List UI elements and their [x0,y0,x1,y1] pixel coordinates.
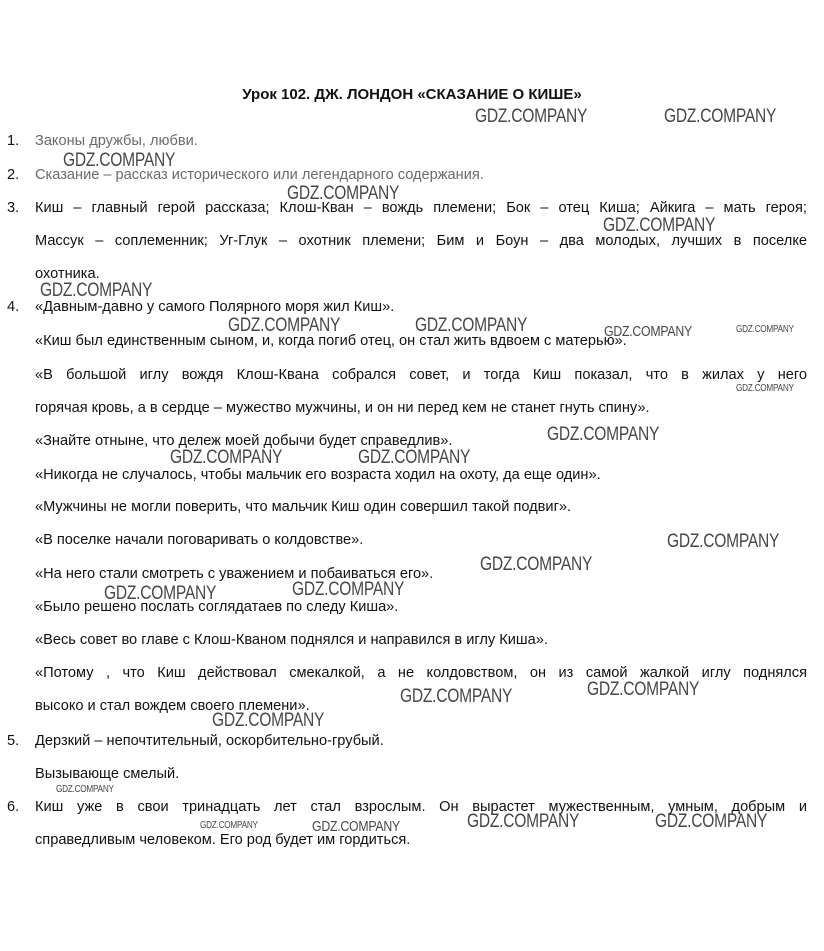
answer-line: «Знайте отныне, что дележ моей добычи будет справедлив». [35,433,453,449]
watermark: GDZ.COMPANY [104,583,217,604]
watermark: GDZ.COMPANY [736,324,794,335]
answer-line: охотника. [35,266,100,282]
answer-number: 4. [7,299,20,315]
answer-line: «Давным-давно у самого Полярного моря жил Киш». [35,299,395,315]
answer-line: горячая кровь, а в сердце – мужество мужчины, и он ни перед кем не станет гнуть спину». [35,400,650,416]
watermark: GDZ.COMPANY [312,818,400,835]
watermark: GDZ.COMPANY [287,183,400,204]
watermark: GDZ.COMPANY [63,150,176,171]
answer-number: 1. [7,133,20,149]
answer-line: «Киш был единственным сыном, и, когда погиб отец, он стал жить вдвоем с матерью». [35,333,627,349]
watermark: GDZ.COMPANY [664,106,777,127]
watermark: GDZ.COMPANY [358,447,471,468]
answer-line: «В большой иглу вождя Клош-Квана собрался совет, и тогда Киш показал, что в жилах у него [35,367,807,383]
answer-line: «Никогда не случалось, чтобы мальчик его возраста ходил на охоту, да еще один». [35,467,601,483]
watermark: GDZ.COMPANY [415,315,528,336]
answer-line: «В поселке начали поговаривать о колдовстве». [35,532,364,548]
answer-line: Массук – соплеменник; Уг-Глук – охотник племени; Бим и Боун – два молодых, лучших в поселке [35,233,807,249]
answer-line: «На него стали смотреть с уважением и побаиваться его». [35,566,434,582]
answer-line: Дерзкий – непочтительный, оскорбительно-грубый. [35,733,384,749]
answer-line: Сказание – рассказ исторического или легендарного содержания. [35,167,484,183]
watermark: GDZ.COMPANY [40,280,153,301]
watermark: GDZ.COMPANY [480,554,593,575]
watermark: GDZ.COMPANY [547,424,660,445]
watermark: GDZ.COMPANY [604,323,692,340]
answer-line: справедливым человеком. Его род будет им гордиться. [35,832,411,848]
answer-line: «Весь совет во главе с Клош-Кваном поднялся и направился в иглу Киша». [35,632,548,648]
answer-line: «Потому , что Киш действовал смекалкой, а не колдовством, он из самой жалкой иглу поднялся [35,665,807,681]
watermark: GDZ.COMPANY [400,686,513,707]
watermark: GDZ.COMPANY [587,679,700,700]
watermark: GDZ.COMPANY [170,447,283,468]
answer-line: Вызывающе смелый. [35,766,180,782]
answer-line: Законы дружбы, любви. [35,133,198,149]
answer-line: «Мужчины не могли поверить, что мальчик Киш один совершил такой подвиг». [35,499,572,515]
watermark: GDZ.COMPANY [736,383,794,394]
answer-line: высоко и стал вождем своего племени». [35,698,310,714]
watermark: GDZ.COMPANY [655,811,768,832]
answer-line: «Было решено послать соглядатаев по следу Киша». [35,599,399,615]
answer-number: 5. [7,733,20,749]
watermark: GDZ.COMPANY [467,811,580,832]
watermark: GDZ.COMPANY [603,215,716,236]
watermark: GDZ.COMPANY [212,710,325,731]
watermark: GDZ.COMPANY [475,106,588,127]
watermark: GDZ.COMPANY [667,531,780,552]
page-title: Урок 102. ДЖ. ЛОНДОН «СКАЗАНИЕ О КИШЕ» [242,86,582,103]
watermark: GDZ.COMPANY [56,784,114,795]
answer-number: 2. [7,167,20,183]
watermark: GDZ.COMPANY [200,820,258,831]
watermark: GDZ.COMPANY [228,315,341,336]
answer-line: Киш уже в свои тринадцать лет стал взрослым. Он вырастет мужественным, умным, добрым и [35,799,807,815]
watermark: GDZ.COMPANY [292,579,405,600]
answer-line: Киш – главный герой рассказа; Клош-Кван – вождь племени; Бок – отец Киша; Айкига – мать героя; [35,200,807,216]
answer-number: 3. [7,200,20,216]
answer-number: 6. [7,799,20,815]
